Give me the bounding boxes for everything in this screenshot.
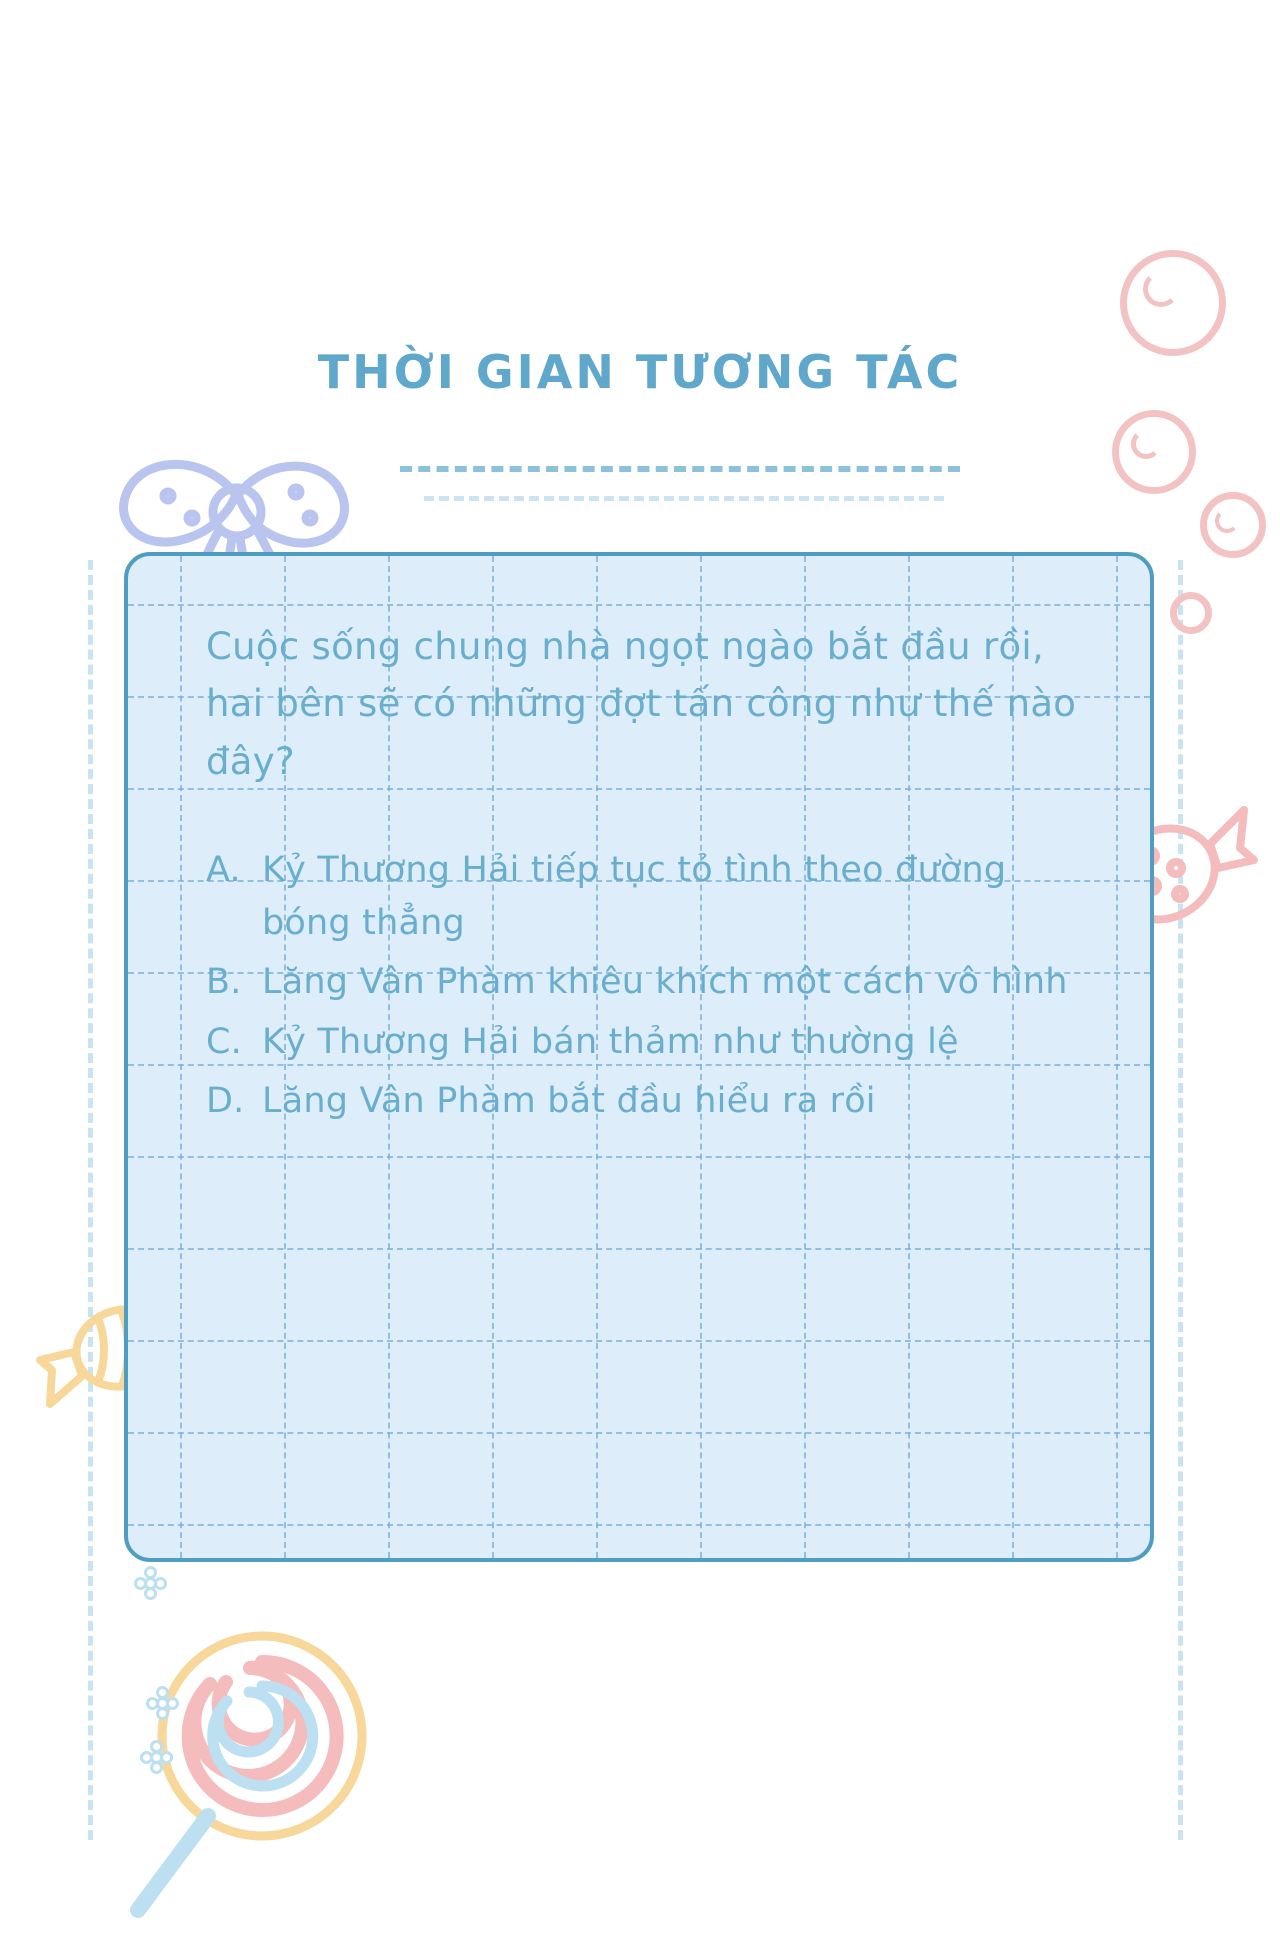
option-c-text: Kỷ Thương Hải bán thảm như thường lệ — [262, 1021, 959, 1062]
options-list — [184, 844, 1094, 1128]
lollipop-icon — [112, 1616, 402, 1926]
card-content — [128, 556, 1150, 1128]
option-c[interactable] — [206, 1016, 1094, 1069]
bubble-shine-icon — [1143, 271, 1179, 307]
page-title: THỜI GIAN TƯƠNG TÁC — [317, 345, 963, 399]
option-a-text: Kỷ Thương Hải tiếp tục tỏ tình theo đường bóng thẳng — [262, 850, 1007, 944]
option-c-key: C. — [206, 1021, 242, 1062]
bubble-icon — [1112, 410, 1196, 494]
option-b[interactable] — [206, 956, 1094, 1009]
option-d[interactable] — [206, 1075, 1094, 1128]
question-text: Cuộc sống chung nhà ngọt ngào bắt đầu rồi, hai bên sẽ có những đợt tấn công như thế nào đây? — [206, 625, 1077, 783]
title-underline-secondary — [424, 496, 944, 501]
flower-icon — [134, 1566, 168, 1600]
bubble-shine-icon — [1131, 429, 1161, 459]
option-b-text: Lăng Vân Phàm khiêu khích một cách vô hình — [262, 962, 1068, 1003]
bubble-icon — [1120, 250, 1226, 356]
page-frame-right-dashed-line — [1178, 560, 1183, 1840]
option-a[interactable] — [206, 844, 1094, 950]
option-d-key: D. — [206, 1080, 245, 1121]
option-d-text: Lăng Vân Phàm bắt đầu hiểu ra rồi — [262, 1080, 876, 1121]
title-underline — [400, 466, 960, 472]
question-card — [124, 552, 1154, 1562]
bubble-icon — [1200, 492, 1266, 558]
flower-icon — [140, 1740, 174, 1774]
bubble-icon — [1170, 592, 1212, 634]
option-a-key: A. — [206, 850, 241, 891]
page-frame-left-dashed-line — [88, 560, 93, 1840]
flower-icon — [146, 1686, 180, 1720]
page-title-container — [0, 345, 1280, 399]
option-b-key: B. — [206, 962, 242, 1003]
bubble-shine-icon — [1215, 509, 1239, 533]
